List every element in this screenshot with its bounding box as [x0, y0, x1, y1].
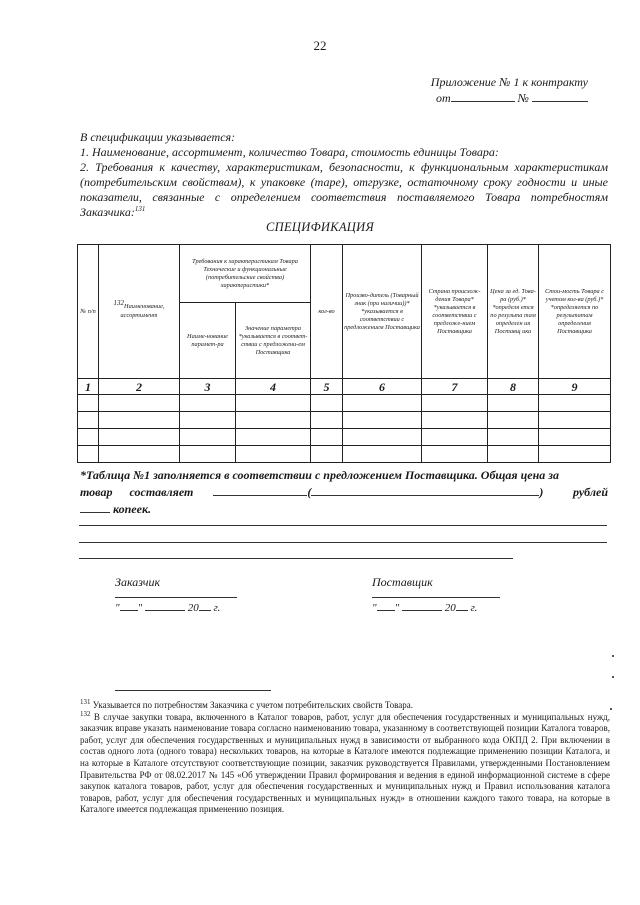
table-row [78, 429, 611, 446]
header-country: Страна происхож-дения Товара* *указывается в соответствии с предложе-нием Поставщика [422, 245, 488, 379]
header-unit-price: Цена за ед. Това-ра (руб.)* *определя ется по результа там определен ия Поставщ ика [488, 245, 539, 379]
appendix-title: Приложение № 1 к контракту [430, 75, 588, 89]
footnote-132-number: 132 [80, 709, 91, 718]
footnote-132 [80, 709, 611, 816]
column-number: 5 [311, 379, 343, 395]
date-quote-open: " [372, 602, 377, 614]
table-note [80, 467, 608, 518]
intro-line-3 [80, 160, 608, 220]
scan-speck [610, 708, 612, 710]
table-row [78, 446, 611, 463]
date-year-prefix: 20 [444, 602, 456, 614]
table-row [78, 395, 611, 412]
header-requirements: Требования к характеристикам Товара Технические и функциональные (потребительские свойства) характеристики* [180, 245, 311, 303]
footnote-ref-132: 132 [113, 299, 125, 308]
scan-speck [612, 676, 614, 678]
column-number: 6 [343, 379, 422, 395]
intro-line-1: В спецификации указывается: [80, 130, 236, 144]
table-row [78, 412, 611, 429]
footnote-131 [80, 700, 610, 712]
column-number: 2 [99, 379, 180, 395]
footnotes [80, 700, 610, 816]
footnote-ref-131: 131 [134, 205, 146, 213]
appendix-number-prefix: № [517, 91, 529, 105]
blank-line [79, 525, 607, 526]
spec-intro [80, 130, 608, 220]
header-name [99, 245, 180, 379]
supplier-label: Поставщик [372, 575, 433, 589]
note-close-paren: ) [539, 485, 544, 499]
header-param-value: Значение параметра *указывается в соответ-ствии с предложени-ем Поставщика [236, 303, 311, 379]
column-number: 3 [180, 379, 236, 395]
note-word-tovar: товар [80, 485, 113, 499]
spec-table [77, 244, 611, 463]
appendix-date-prefix: от [436, 91, 451, 105]
footnote-separator [115, 690, 271, 691]
note-open-paren: ( [307, 485, 312, 499]
appendix-date-line [431, 90, 588, 106]
scan-speck [612, 655, 614, 657]
header-num: № п/п [78, 245, 99, 379]
column-number-row [78, 379, 611, 395]
footnote-131-text: Указывается по потребностям Заказчика с учетом потребительских свойств Товара. [92, 700, 414, 710]
note-word-kopecks: копеек. [113, 502, 152, 516]
date-quote-close: " [137, 602, 143, 614]
supplier-signature-line [372, 597, 500, 598]
date-year-suffix: г. [470, 602, 478, 614]
blank-line [79, 542, 607, 543]
footnote-132-text: В случае закупки товара, включенного в Каталог товаров, работ, услуг для обеспечения государственных и муниципальных нужд, заказчик вправе указать наименование товара согласно наименованию товара, указанному в соответствующей позиции Каталога товаров, работ, услуг для обеспечения государственных и муниципальных нужд в зависимости от выбранного кода ОКПД 2. При включении в состав одного лота (одного товара) нескольких товаров, на которые в Каталоге имеются подлежащие применению позиции Каталога, и на которые в Каталоге отсутствуют соответствующие позиции, заказчик руководствуется Правилами, утвержденными Постановлением Правительства РФ от 08.02.2017 № 145 «Об утверждении Правил формирования и ведения в единой информационной системе в сфере закупок каталога товаров, работ, услуг для обеспечения государственных и муниципальных нужд и Правил использования каталога товаров, работ, услуг для обеспечения государственных и муниципальных нужд» в отношении каждого такого товара, на которые в Каталоге имеется подлежащая применению позиция. [80, 711, 611, 815]
note-line-1: *Таблица №1 заполняется в соответствии с предложением Поставщика. Общая цена за [80, 468, 559, 482]
customer-date [115, 602, 220, 614]
header-name-text: Наименование, ассортимент [120, 303, 165, 319]
column-number: 8 [488, 379, 539, 395]
column-number: 9 [539, 379, 611, 395]
header-manufacturer: Произво-дитель (Товарный знак (при наличии))* *указывается в соответствии с предложением Поставщика [343, 245, 422, 379]
intro-line-3-text: 2. Требования к качеству, характеристикам, безопасности, к функциональным характеристикам (потребительским свойствам), к упаковке (таре), отгрузке, остаточному сроку годности и иные показатели, связанные с определением соответствия поставляемого Товара потребностям Заказчика: [80, 160, 608, 219]
date-year-suffix: г. [213, 602, 221, 614]
appendix-header [431, 74, 588, 106]
footnote-131-number: 131 [80, 698, 91, 706]
customer-label: Заказчик [115, 575, 161, 589]
supplier-date [372, 602, 477, 614]
date-quote-close: " [394, 602, 400, 614]
note-word-rubles: рублей [572, 485, 608, 499]
column-number: 7 [422, 379, 488, 395]
spec-title: СПЕЦИФИКАЦИЯ [266, 220, 374, 234]
header-param-name: Наиме-нование парамет-ра [180, 303, 236, 379]
date-quote-open: " [115, 602, 120, 614]
header-total-cost: Стои-мость Товара с учетом кол-ва (руб.)* *определяется по результатам определения Поставщика [539, 245, 611, 379]
page-number: 22 [313, 38, 327, 53]
header-qty: кол-во [311, 245, 343, 379]
note-word-sostavlyaet: составляет [129, 485, 194, 499]
customer-signature-line [115, 597, 237, 598]
date-year-prefix: 20 [187, 602, 199, 614]
column-number: 4 [236, 379, 311, 395]
column-number: 1 [78, 379, 99, 395]
intro-line-2: 1. Наименование, ассортимент, количество Товара, стоимость единицы Товара: [80, 145, 499, 159]
note-line-3 [80, 501, 608, 518]
blank-line [79, 558, 513, 559]
note-line-2 [80, 484, 608, 501]
